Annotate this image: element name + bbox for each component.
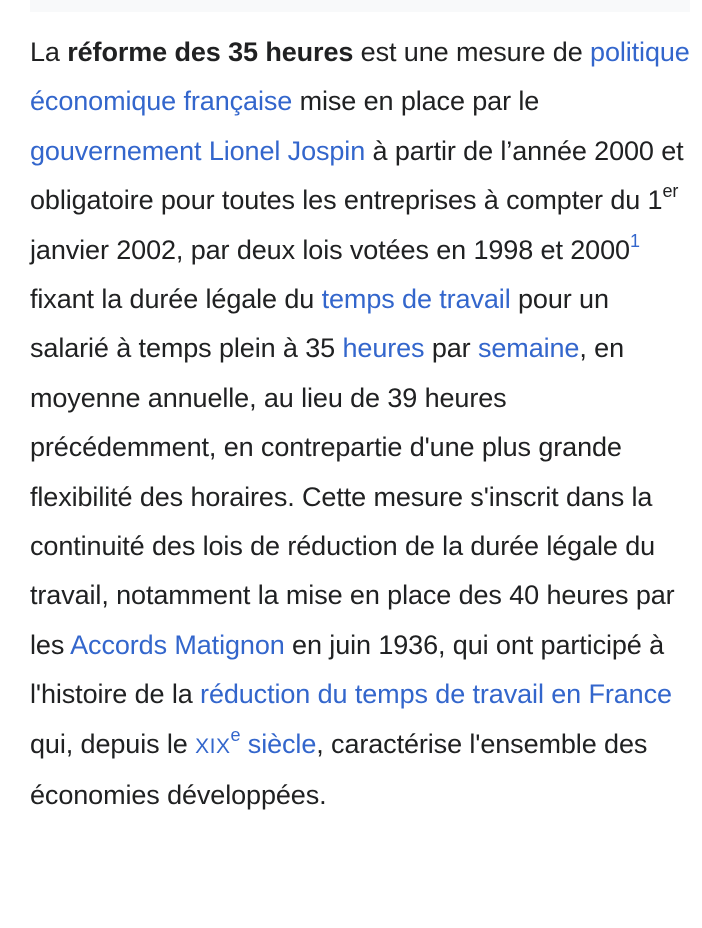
link-heures[interactable]: heures [342, 333, 425, 364]
text-segment: est une mesure de [353, 37, 591, 67]
link-xixe-siecle[interactable] [195, 724, 317, 759]
century-roman-numeral: XIX [195, 734, 231, 758]
text-segment: par [424, 333, 478, 364]
century-superscript: e [230, 724, 241, 745]
ordinal-superscript: er [662, 181, 679, 202]
link-accords-matignon[interactable]: Accords Matignon [70, 629, 285, 660]
top-divider-bar [30, 0, 690, 12]
century-word: siècle [240, 728, 317, 759]
text-segment: fixant la durée légale du [30, 284, 322, 315]
article-paragraph [30, 28, 692, 821]
link-politique-economique-francaise[interactable]: politique économique française [30, 37, 690, 117]
text-segment: à partir de l’année 2000 et obligatoire pour toutes les entreprises à compter du 1 [30, 135, 684, 216]
link-reduction-temps-travail-france[interactable]: réduction du temps de travail en France [200, 679, 672, 710]
text-segment: pour un salarié à temps plein à 35 [30, 284, 609, 364]
link-temps-de-travail[interactable]: temps de travail [321, 284, 511, 315]
text-segment: , en moyenne annuelle, au lieu de 39 heures précédemment, en contrepartie d'une plus grande flexibilité des horaires. Cette mesure s'inscrit dans la continuité des lois de réduction de la durée légale du travail, notamment la mise en place des 40 heures par les [30, 333, 675, 660]
article-subject-bold: réforme des 35 heures [67, 37, 354, 67]
footnote-link-1[interactable]: 1 [629, 230, 640, 251]
text-segment: mise en place par le [292, 86, 540, 117]
text-segment: janvier 2002, par deux lois votées en 1998 et 2000 [30, 234, 630, 265]
link-gouvernement-lionel-jospin[interactable]: gouvernement Lionel Jospin [30, 135, 366, 166]
text-segment: en juin 1936, qui ont participé à l'histoire de la [30, 629, 665, 710]
footnote-ref-1 [630, 231, 640, 251]
link-semaine[interactable]: semaine [477, 333, 580, 364]
text-segment: , caractérise l'ensemble des économies développées. [30, 728, 648, 811]
text-segment: La [30, 37, 68, 67]
text-segment: qui, depuis le [30, 728, 196, 759]
